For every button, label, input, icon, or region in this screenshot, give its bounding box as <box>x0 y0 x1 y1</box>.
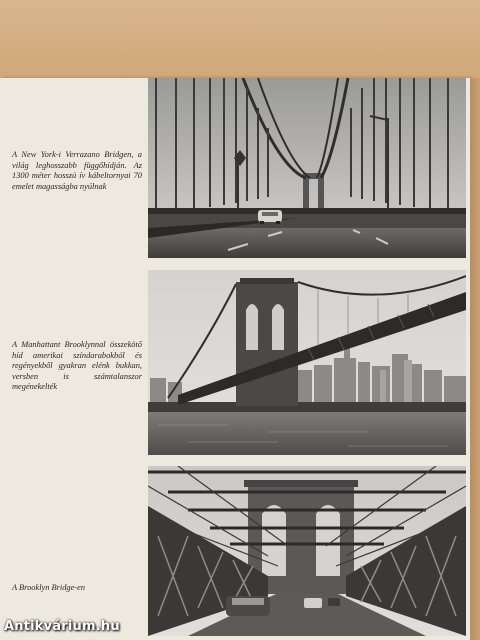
photo-brooklyn-bridge-skyline <box>148 270 466 455</box>
page-edge <box>470 78 480 640</box>
watermark: Antikvárium.hu <box>4 619 120 634</box>
photo-verrazano-bridge <box>148 78 466 258</box>
caption-verrazano: A New York-i Verrazano Bridgen, a világ leghosszabb függőhídján. Az 1300 méter hosszú ív kábeltornyai 70 emelet magasságba nyúlnak <box>12 150 142 191</box>
caption-brooklyn: A Brooklyn Bridge-en <box>12 583 86 592</box>
caption-manhattan: A Manhattant Brooklynnal összekötő híd amerikai színdarabokból és regényekből gyakran elénk bukkan, versben is számtalanszor megénekelték <box>12 340 142 392</box>
book-cover-background <box>0 0 480 80</box>
photo-brooklyn-bridge-deck <box>148 466 466 636</box>
